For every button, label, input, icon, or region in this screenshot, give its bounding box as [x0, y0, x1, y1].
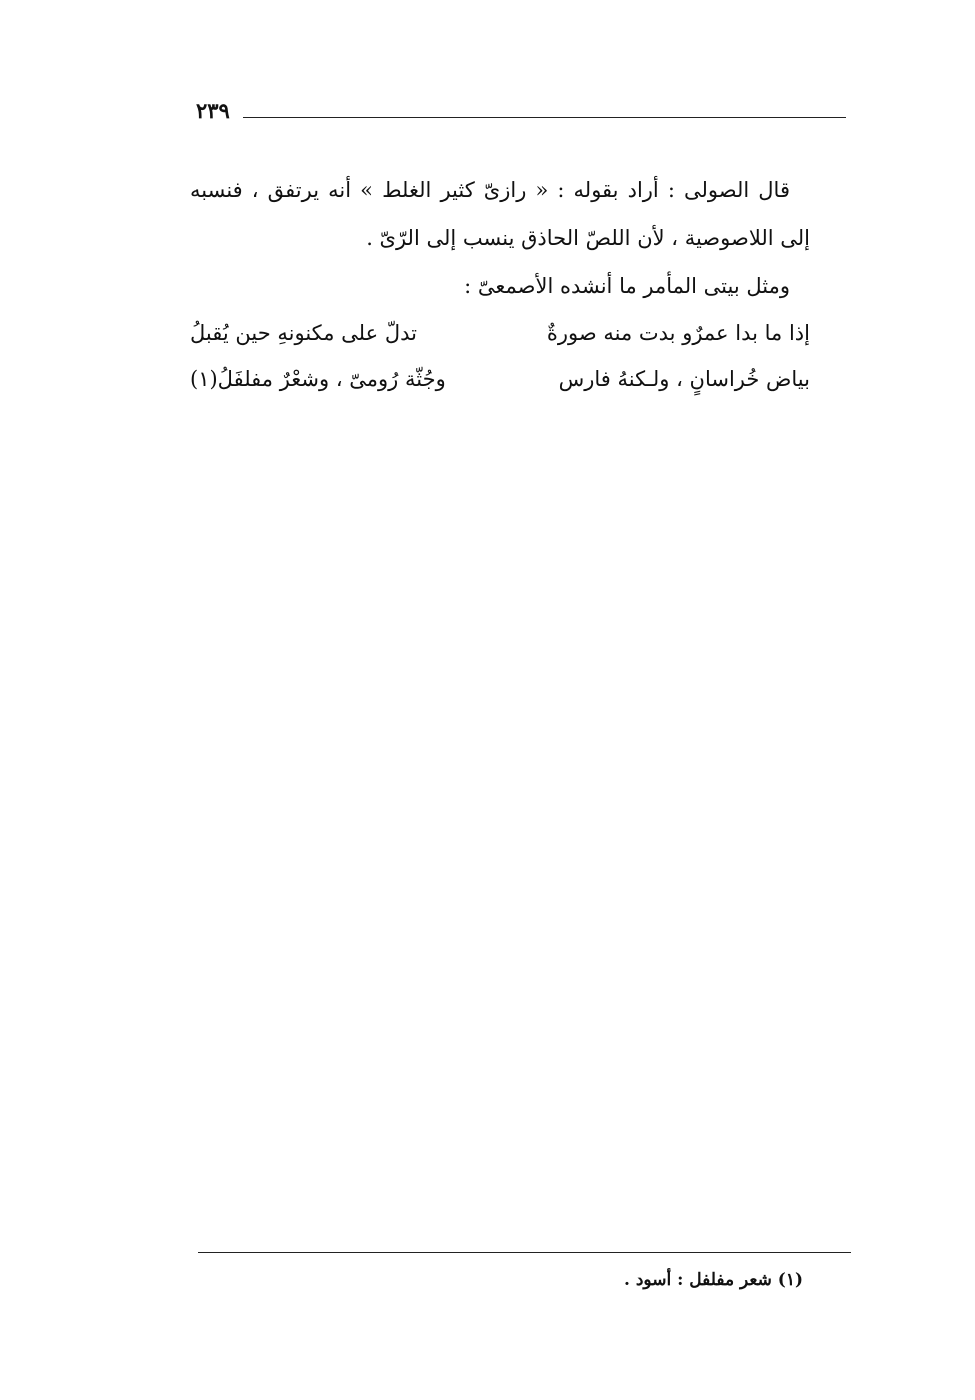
paragraph-1: قال الصولى : أراد بقوله : « رازىّ كثير الغلط » أنه يرتفق ، فنسبه إلى اللاصوصية ، لأن اللصّ الحاذق ينسب إلى الرّىّ .: [190, 178, 810, 250]
footnote-rule: [198, 1252, 851, 1253]
verse-1-first-hemistich: إذا ما بدا عمرٌو بدت منه صورةٌ: [546, 321, 810, 345]
page-number: ٢٣٩: [196, 98, 230, 123]
verse-2-first-hemistich: بياض خُراسانٍ ، ولـكنهُ فارس: [558, 367, 810, 391]
paragraph-2: ومثل بيتى المأمر ما أنشده الأصمعىّ :: [464, 274, 790, 298]
verse-line-2: [190, 356, 810, 402]
verse-2-second-hemistich: وجُثّة رُومىّ ، وشعْرٌ مفلفَلُ(١): [190, 367, 446, 391]
verse-1-second-hemistich: تدلّ على مكنونهِ حين يُقبلُ: [190, 321, 417, 345]
footnote: (١) شعر مفلفل : أسود .: [624, 1270, 803, 1290]
header-rule: [243, 117, 846, 118]
verse-line-1: [190, 310, 810, 356]
page-body: [190, 166, 810, 402]
